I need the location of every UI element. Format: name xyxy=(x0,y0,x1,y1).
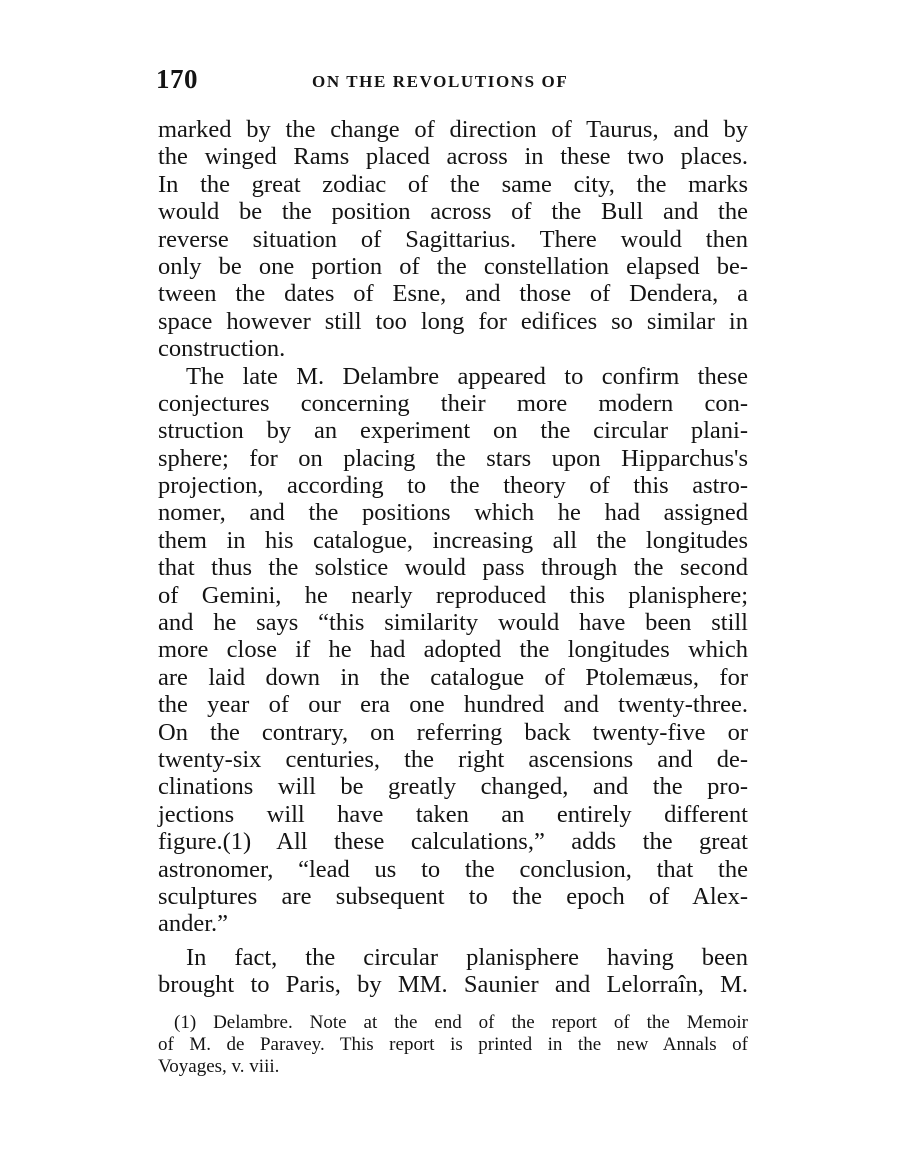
text-line: figure.(1) All these calculations,” adds the great xyxy=(158,828,748,856)
text-line: In fact, the circular planisphere having been xyxy=(186,943,748,971)
text-line: projection, according to the theory of this astro- xyxy=(158,472,748,500)
body-text xyxy=(158,116,748,999)
text-line: would be the position across of the Bull and the xyxy=(158,198,748,226)
text-line: more close if he had adopted the longitudes which xyxy=(158,636,748,664)
text-line: nomer, and the positions which he had assigned xyxy=(158,499,748,527)
text-line: them in his catalogue, increasing all the longitudes xyxy=(158,526,748,554)
text-line: only be one portion of the constellation elapsed be- xyxy=(158,252,748,280)
text-line: that thus the solstice would pass through the second xyxy=(158,554,748,582)
text-line: conjectures concerning their more modern con- xyxy=(158,389,748,417)
text-line: space however still too long for edifices so similar in xyxy=(158,307,748,335)
text-line: are laid down in the catalogue of Ptolemæus, for xyxy=(158,663,748,691)
text-line: jections will have taken an entirely different xyxy=(158,800,748,828)
text-line: brought to Paris, by MM. Saunier and Lelorraîn, M. xyxy=(158,971,748,999)
text-line: and he says “this similarity would have been still xyxy=(158,609,748,637)
text-line: sphere; for on placing the stars upon Hipparchus's xyxy=(158,444,748,472)
text-line: the winged Rams placed across in these two places. xyxy=(158,143,748,171)
text-line: In the great zodiac of the same city, the marks xyxy=(158,170,748,198)
text-line: tween the dates of Esne, and those of Dendera, a xyxy=(158,280,748,308)
text-line: construction. xyxy=(158,335,286,363)
footnote-line: Voyages, v. viii. xyxy=(158,1056,280,1077)
text-line: On the contrary, on referring back twenty-five or xyxy=(158,718,748,746)
footnotes xyxy=(158,1012,748,1078)
text-line: reverse situation of Sagittarius. There would then xyxy=(158,225,748,253)
text-line: clinations will be greatly changed, and the pro- xyxy=(158,773,748,801)
running-title: ON THE REVOLUTIONS OF xyxy=(312,72,569,91)
page-number: 170 xyxy=(156,64,198,94)
footnote-line: of M. de Paravey. This report is printed in the new Annals of xyxy=(158,1034,748,1055)
text-line: ander.” xyxy=(158,910,229,938)
footnote-line: (1) Delambre. Note at the end of the report of the Memoir xyxy=(174,1012,748,1033)
text-line: the year of our era one hundred and twenty-three. xyxy=(158,691,748,719)
text-line: struction by an experiment on the circular plani- xyxy=(158,417,748,445)
text-line: The late M. Delambre appeared to confirm these xyxy=(186,362,748,390)
text-line: twenty-six centuries, the right ascensions and de- xyxy=(158,745,748,773)
text-line: sculptures are subsequent to the epoch of Alex- xyxy=(158,882,748,910)
text-line: marked by the change of direction of Taurus, and by xyxy=(158,116,748,143)
text-line: astronomer, “lead us to the conclusion, that the xyxy=(158,855,748,883)
running-head xyxy=(156,64,756,94)
text-line: of Gemini, he nearly reproduced this planisphere; xyxy=(158,581,748,609)
